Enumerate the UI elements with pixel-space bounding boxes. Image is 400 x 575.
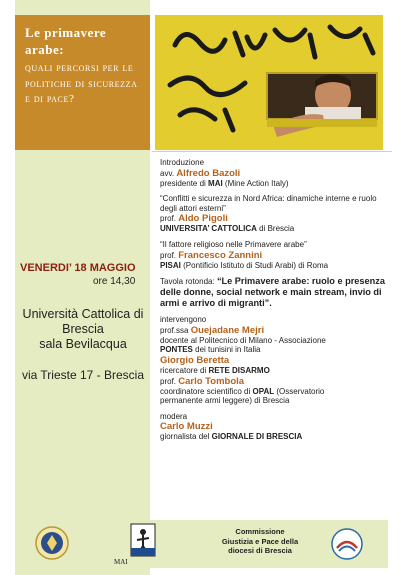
event-day: VENERDI’ 18 MAGGIO [20,262,136,274]
title-line-1: Le primavere [25,25,107,40]
commissione-line-1: Commissione [235,527,285,536]
sp3-name: Carlo Tombola [178,375,245,387]
commissione-line-3: diocesi di Brescia [228,546,292,555]
sp2-name: Giorgio Beretta [160,354,230,366]
intervengono-label: intervengono [160,315,207,325]
talk1-name: Aldo Pigoli [178,213,228,225]
photo-illustration [155,15,383,150]
round-table [160,276,392,309]
commissione-text [205,527,315,556]
sp1-role-2-org: PONTES [160,345,193,355]
intro-prefix: avv. [160,168,175,178]
intro-label: Introduzione [160,158,205,167]
talk1-prefix: prof. [160,214,177,224]
sp3-role-1-suffix: (Osservatorio [274,386,325,396]
venue-line-3: sala Bevilacqua [39,337,127,351]
intro-name: Alfredo Bazoli [176,167,241,179]
talk1-org-suffix: di Brescia [256,224,295,234]
footer [15,520,388,568]
mai-logo-icon [127,522,159,566]
sp1-name: Ouejadane Mejri [190,324,265,336]
event-address: via Trieste 17 - Brescia [21,368,145,382]
sp1-role-2-suffix: dei tunisini in Italia [192,345,261,355]
speakers [160,315,392,406]
talk1-title: “Conflitti e sicurezza in Nord Africa: dinamiche interne e ruolo degli attori esterni” [160,194,377,213]
sp3-role-2: permanente armi leggere) di Brescia [160,396,290,406]
moderator [160,412,392,442]
sp1-prefix: prof.ssa [160,325,189,335]
venue-line-2: Brescia [62,322,104,336]
intro-role-prefix: presidente di [160,178,209,188]
talk2-org: PISAI [160,260,181,270]
title-subtitle: quali percorsi per le politiche di sicurezza e di pace? [25,62,138,105]
sp3-role-1-org: OPAL [252,386,275,396]
talk2-name: Francesco Zannini [178,249,263,261]
opal-logo-icon [331,528,363,560]
intro-role-org: MAI [208,178,223,188]
mod-name: Carlo Muzzi [160,421,213,433]
talk2-prefix: prof. [160,250,177,260]
sp2-role-org: RETE DISARMO [208,365,270,375]
mod-role-prefix: giornalista del [160,432,212,442]
talk-1 [160,194,392,234]
sp3-prefix: prof. [160,376,177,386]
talk1-org: UNIVERSITA’ CATTOLICA [160,224,257,234]
title-line-2: arabe: [25,42,65,57]
event-time: ore 14,30 [93,276,136,287]
tavola-prefix: Tavola rotonda: [160,277,217,287]
commissione-line-2: Giustizia e Pace della [221,536,299,546]
talk2-title: “Il fattore religioso nelle Primavere arabe” [160,239,307,249]
title-box [15,15,150,150]
divider [152,151,392,152]
sp3-role-1-prefix: coordinatore scientifico di [160,386,253,396]
talk2-org-suffix: (Pontificio Istituto di Studi Arabi) di Roma [180,260,329,270]
tavola-title: “Le Primavere arabe: ruolo e presenza delle donne, social network e main stream, invio di armi e arrivo di migranti”. [160,276,385,309]
intro-block [160,158,392,188]
sp2-role-prefix: ricercatore di [160,365,209,375]
sp1-role-1: docente al Politecnico di Milano - Associazione [160,335,326,345]
venue-line-1: Università Cattolica di [22,307,144,321]
talk-2 [160,240,392,270]
modera-label: modera [160,411,188,421]
program [160,158,392,448]
event-venue [18,307,148,352]
university-logo-icon [35,526,69,560]
cover-photo [155,15,383,150]
intro-role-suffix: (Mine Action Italy) [222,178,289,188]
mai-label: MAI [114,558,128,566]
event-date [20,262,136,274]
mod-role-org: GIORNALE DI BRESCIA [211,432,303,442]
